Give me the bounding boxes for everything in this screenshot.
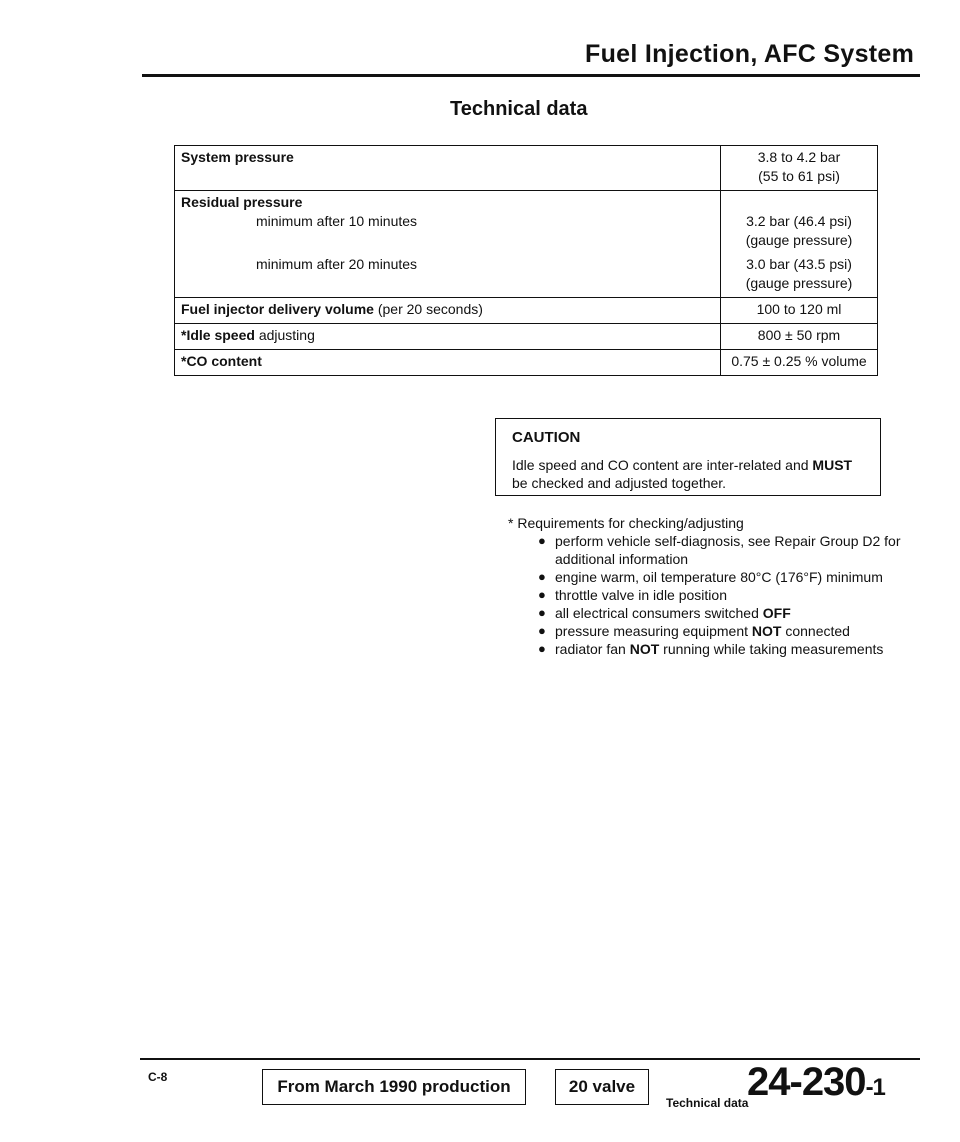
caution-text-before: Idle speed and CO content are inter-related and xyxy=(512,457,809,473)
table-cell-value xyxy=(721,191,878,298)
co-content-value: 0.75 ± 0.25 % volume xyxy=(721,350,878,376)
bullet-icon: ● xyxy=(538,533,546,548)
page-number xyxy=(747,1060,885,1105)
header-rule xyxy=(142,74,920,77)
system-pressure-value: 3.8 to 4.2 bar xyxy=(757,149,841,165)
residual-sub1-label: minimum after 10 minutes xyxy=(256,213,418,229)
table-cell-label xyxy=(175,350,721,376)
table-cell-label xyxy=(175,146,721,191)
caution-text-after: be checked and adjusted together. xyxy=(512,475,727,491)
injector-volume-label: Fuel injector delivery volume xyxy=(181,301,374,317)
residual-sub2-label: minimum after 20 minutes xyxy=(256,256,418,272)
valve-box: 20 valve xyxy=(555,1069,649,1105)
bullet-icon: ● xyxy=(538,587,546,602)
co-content-label: *CO content xyxy=(181,353,262,369)
production-box: From March 1990 production xyxy=(262,1069,526,1105)
caution-text-bold: MUST xyxy=(812,457,853,473)
residual-sub2-value: 3.0 bar (43.5 psi) xyxy=(746,256,852,272)
requirements-intro: * Requirements for checking/adjusting xyxy=(508,515,744,531)
list-item: ● throttle valve in idle position xyxy=(538,587,727,603)
page-number-suffix: -1 xyxy=(865,1074,885,1101)
residual-pressure-label: Residual pressure xyxy=(181,194,303,210)
idle-speed-label-note: adjusting xyxy=(258,327,315,343)
table-cell-label xyxy=(175,324,721,350)
section-title: Technical data xyxy=(450,98,588,120)
idle-speed-label: *Idle speed xyxy=(181,327,255,343)
page-code: C-8 xyxy=(148,1070,168,1084)
table-row xyxy=(175,191,878,298)
bullet-icon: ● xyxy=(538,641,546,656)
list-item: ● perform vehicle self-diagnosis, see Repair Group D2 for additional information xyxy=(538,533,901,567)
table-row xyxy=(175,350,878,376)
requirements-list xyxy=(508,532,908,658)
table-cell-label xyxy=(175,191,721,298)
residual-sub1-value: 3.2 bar (46.4 psi) xyxy=(746,213,852,229)
technical-data-table xyxy=(174,145,878,376)
residual-sub1-note: (gauge pressure) xyxy=(745,232,853,248)
system-pressure-value-psi: (55 to 61 psi) xyxy=(758,168,840,184)
injector-volume-label-note: (per 20 seconds) xyxy=(377,301,483,317)
table-cell-value xyxy=(721,146,878,191)
list-item: ● all electrical consumers switched OFF xyxy=(538,605,791,621)
caution-box xyxy=(495,418,881,496)
list-item: ● radiator fan NOT running while taking measurements xyxy=(538,641,884,657)
injector-volume-value: 100 to 120 ml xyxy=(721,298,878,324)
requirements-section xyxy=(508,514,908,658)
table-row xyxy=(175,146,878,191)
table-row xyxy=(175,298,878,324)
table-row xyxy=(175,324,878,350)
list-item: ● pressure measuring equipment NOT connected xyxy=(538,623,850,639)
page-number-main: 24-230 xyxy=(747,1060,866,1104)
idle-speed-value: 800 ± 50 rpm xyxy=(721,324,878,350)
bullet-icon: ● xyxy=(538,569,546,584)
technical-data-label: Technical data xyxy=(666,1096,749,1110)
residual-sub2-note: (gauge pressure) xyxy=(745,275,853,291)
bullet-icon: ● xyxy=(538,605,546,620)
list-item: ● engine warm, oil temperature 80°C (176°F) minimum xyxy=(538,569,883,585)
table-cell-label xyxy=(175,298,721,324)
bullet-icon: ● xyxy=(538,623,546,638)
caution-text xyxy=(512,456,862,492)
page-header-title: Fuel Injection, AFC System xyxy=(585,40,915,68)
system-pressure-label: System pressure xyxy=(181,149,294,165)
caution-title: CAUTION xyxy=(512,429,581,446)
